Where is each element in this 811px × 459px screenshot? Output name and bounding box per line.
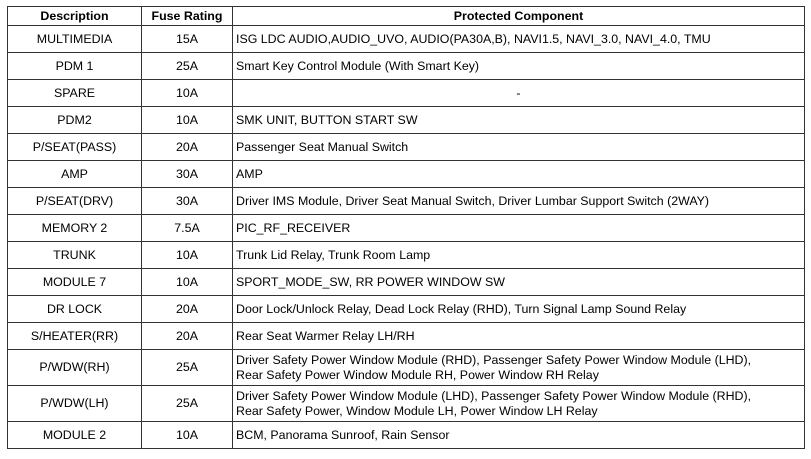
table-row [8, 188, 805, 215]
component-line: Driver Safety Power Window Module (LHD), Passenger Safety Power Window Module (RHD), [236, 388, 752, 403]
rating-cell: 15A [142, 26, 233, 53]
description-cell: P/SEAT(DRV) [8, 188, 142, 215]
table-row [8, 422, 805, 449]
table-row [8, 107, 805, 134]
rating-cell: 10A [142, 80, 233, 107]
component-cell: Door Lock/Unlock Relay, Dead Lock Relay (RHD), Turn Signal Lamp Sound Relay [233, 296, 805, 323]
table-row [8, 26, 805, 53]
table-row [8, 323, 805, 350]
table-row [8, 296, 805, 323]
component-cell: SMK UNIT, BUTTON START SW [233, 107, 805, 134]
description-cell: MODULE 7 [8, 269, 142, 296]
rating-cell: 10A [142, 422, 233, 449]
rating-cell: 10A [142, 242, 233, 269]
component-cell [233, 386, 805, 422]
rating-cell: 25A [142, 53, 233, 80]
rating-cell: 20A [142, 296, 233, 323]
component-cell: Smart Key Control Module (With Smart Key) [233, 53, 805, 80]
component-cell: SPORT_MODE_SW, RR POWER WINDOW SW [233, 269, 805, 296]
table-row [8, 242, 805, 269]
table-row [8, 161, 805, 188]
rating-cell: 10A [142, 107, 233, 134]
component-cell: Trunk Lid Relay, Trunk Room Lamp [233, 242, 805, 269]
header-row [8, 7, 805, 26]
component-cell: PIC_RF_RECEIVER [233, 215, 805, 242]
component-cell: AMP [233, 161, 805, 188]
rating-cell: 25A [142, 386, 233, 422]
component-cell: Rear Seat Warmer Relay LH/RH [233, 323, 805, 350]
fuse-table-container [7, 6, 805, 449]
description-cell: PDM 1 [8, 53, 142, 80]
component-cell [233, 350, 805, 386]
description-cell: TRUNK [8, 242, 142, 269]
component-cell [233, 80, 805, 107]
component-cell: Driver IMS Module, Driver Seat Manual Switch, Driver Lumbar Support Switch (2WAY) [233, 188, 805, 215]
rating-cell: 30A [142, 188, 233, 215]
component-empty-dash: - [516, 85, 521, 100]
component-line: Driver Safety Power Window Module (RHD), Passenger Safety Power Window Module (LHD), [236, 352, 752, 367]
rating-cell: 20A [142, 134, 233, 161]
table-row [8, 386, 805, 422]
description-cell: P/SEAT(PASS) [8, 134, 142, 161]
description-cell: DR LOCK [8, 296, 142, 323]
rating-cell: 30A [142, 161, 233, 188]
component-line: Rear Safety Power Window Module RH, Power Window RH Relay [236, 367, 599, 382]
header-fuse-rating: Fuse Rating [142, 7, 233, 26]
header-description: Description [8, 7, 142, 26]
table-row [8, 134, 805, 161]
table-row [8, 80, 805, 107]
rating-cell: 10A [142, 269, 233, 296]
component-line: Rear Safety Power, Window Module LH, Power Window LH Relay [236, 403, 598, 418]
component-cell: Passenger Seat Manual Switch [233, 134, 805, 161]
fuse-table [7, 6, 805, 449]
component-cell: ISG LDC AUDIO,AUDIO_UVO, AUDIO(PA30A,B), NAVI1.5, NAVI_3.0, NAVI_4.0, TMU [233, 26, 805, 53]
description-cell: MODULE 2 [8, 422, 142, 449]
rating-cell: 7.5A [142, 215, 233, 242]
description-cell: SPARE [8, 80, 142, 107]
description-cell: MULTIMEDIA [8, 26, 142, 53]
table-row [8, 350, 805, 386]
description-cell: P/WDW(RH) [8, 350, 142, 386]
description-cell: PDM2 [8, 107, 142, 134]
table-row [8, 53, 805, 80]
description-cell: S/HEATER(RR) [8, 323, 142, 350]
rating-cell: 25A [142, 350, 233, 386]
component-cell: BCM, Panorama Sunroof, Rain Sensor [233, 422, 805, 449]
description-cell: P/WDW(LH) [8, 386, 142, 422]
header-protected-component: Protected Component [233, 7, 805, 26]
rating-cell: 20A [142, 323, 233, 350]
table-row [8, 215, 805, 242]
description-cell: MEMORY 2 [8, 215, 142, 242]
table-row [8, 269, 805, 296]
description-cell: AMP [8, 161, 142, 188]
